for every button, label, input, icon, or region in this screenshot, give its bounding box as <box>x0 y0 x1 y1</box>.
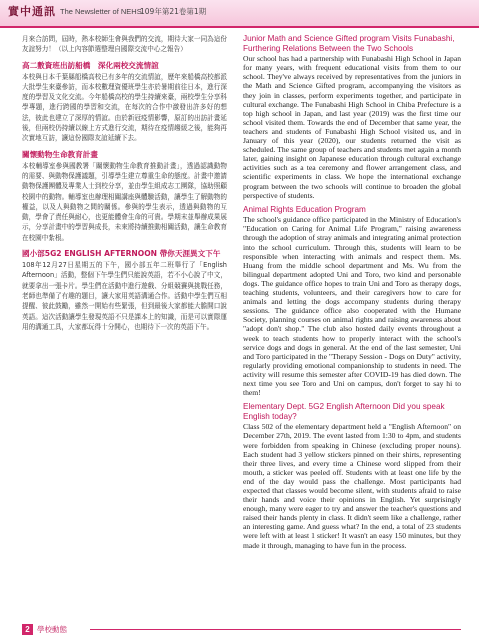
english-column <box>243 34 461 550</box>
article-body-funabashi-en: Our school has had a partnership with Funabashi High School in Japan for many years, with frequent educational visits from them to our school. They've always received by representatives from the juniors in the Math and Science Gifted program, accompanying the visitors as they join in classes, perform experiments together, and participate in cultural exchange. The Funabashi High School in Chiba Prefecture is a top high school in Japan, and last year (2019) was the first time our school visited them. Towards the end of December that same year, the teachers and students of Funabashi High School visited us, and in January of this year (2020), our students returned the visit as scheduled. The same group of teachers and students met again a month later, gaining insight on Japanese education through cultural exchange activities such as a tea ceremony and flower arrangement class, and scientific experiments in class. We hope the international exchange program between the two schools will continue to broaden the global perspective of students. <box>243 54 461 200</box>
article-body-animal-zh: 本校輔導室參與國教署「關懷動物生命教育推動計畫」，透過認識動物的需要、與動物保護議題，引導學生建立尊重生命的態度。計畫中邀請動物保護團體及專業人士到校分享，並由學生組成志工團隊，協助照顧校園中的動物。輔導室也辦理相關講座與體驗活動，讓學生了解動物的權益，以及人與動物之間的關係。參與的學生表示，透過與動物的互動，學會了責任與耐心，也更能體會生命的可貴。學期末並舉辦成果展示，分享計畫中的學習與成長，未來將持續推動相關活動，讓生命教育在校園中紮根。 <box>22 161 227 242</box>
article-heading-funabashi-en: Junior Math and Science Gifted program Visits Funabashi, Furthering Relations Between the Two Schools <box>243 34 455 53</box>
article-body-animal-en: The school's guidance office participated in the Ministry of Education's "Education on Caring for Animal Life Program," raising awareness through the adoption of stray animals and integrating animal protection into the school curriculum. Through this, students will learn to be responsible when interacting with animals and respect them. Ms. Huang from the middle school department and Ms. Wu from the bilingual department adopted Uni and Toro, two kind and personable dogs. The guidance office hopes to train Uni and Toro as therapy dogs, teaching students, volunteers, and their caregivers how to care for animals and letting the dogs accompany students during therapy sessions. The guidance office also cooperated with the Humane Society, planning courses on animal rights and raising awareness about "adopt don't shop." The club also hosted daily events throughout a week to teach students how to properly interact with the school's service dogs and dogs in general. At the end of the last semester, Uni and Toro participated in the "Therapy Session - Dogs on Duty" activity, regularly providing emotional companionship to students in need. The activity will resume this semester after COVID-19 has died down. The next time you see Toro and Uni on campus, don't forget to say hi to them! <box>243 215 461 398</box>
article-body-english-afternoon-en: Class 502 of the elementary department held a "English Afternoon" on December 27th, 2019. The event lasted from 1:30 to 4pm, and students were forbidden from speaking in Chinese (excluding proper nouns). Each student had 3 yellow stickers pinned on their shirts, representing their three lives, and every time a Chinese word slipped from their mouth, a sticker was peeled off. Students with at least one life by the end of the day would pass the challenge. Most participants had expected that classes would become silent, with students afraid to raise their hands and voice their opinions in English. Yet surprisingly enough, many were eager to try and answer the teacher's questions and raised their hands plenty in class. It didn't seem like a challenge, rather an interesting game. And guess what? In the end, a total of 23 students were left with at least 1 sticker! It wasn't an easy 150 minutes, but they made it through, managing to have fun in the process. <box>243 422 461 550</box>
page-number: 2 <box>22 624 33 635</box>
article-heading-english-afternoon-zh: 國小部5G2 ENGLISH AFTERNOON 帶你天涯異文下午 <box>22 249 221 259</box>
masthead <box>0 0 479 28</box>
article-heading-english-afternoon-en: Elementary Dept. 5G2 English Afternoon Did you speak English today? <box>243 402 445 421</box>
article-body-funabashi-zh: 本校與日本千葉縣船橋高校已有多年的交流情誼，歷年來船橋高校都派大批學生來臺參訪，而本校數理資優班學生亦於暑期前往日本，進行深度的學習及文化交流。今年船橋高校的學生持續來臺，兩校學生分享科學專題，進行跨國的學習和交流，在每次的合作中激發出許多好的想法，彼此也建立了深厚的情誼。由於新冠疫情影響，原訂的出訪計畫延後，但兩校仍持續以線上方式進行交流，期待在疫情趨緩之後，能夠再次實地互訪，讓這份國際友誼延續下去。 <box>22 72 227 143</box>
intro-paragraph: 月來合訪問，屆時，熱本校師生會與我們的交流，期待大家一同為這份友誼努力！（以上內容節選整理自國際交流中心之報告） <box>22 35 227 54</box>
article-body-english-afternoon-zh: 108年12月27日星期五的下午，國小部五年二班舉行了「English Afternoon」活動，整個下午學生們只能說英語，若不小心說了中文，就要拿出一張卡片。學生們在活動中進行遊戲、分組競賽與挑戰任務，老師也準備了有趣的題目，讓大家用英語溝通合作。活動中學生們互相提醒、彼此鼓勵，雖然一開始有些緊張，但到最後大家都能大膽開口說英語。這次活動讓學生發現英語不只是課本上的知識，而是可以實際運用的溝通工具，大家都玩得十分開心，也期待下一次的英語下午。 <box>22 261 227 331</box>
chinese-column <box>22 34 227 332</box>
article-heading-animal-en: Animal Rights Education Program <box>243 204 366 214</box>
newsletter-english-title: The Newsletter of NEHS <box>60 7 142 16</box>
page-footer <box>0 624 479 636</box>
section-label: 學校動態 <box>37 625 67 634</box>
newsletter-logo: 實中通訊 <box>8 5 56 18</box>
article-heading-funabashi-zh: 高二數資班出訪船橋 深化兩校交流情誼 <box>22 60 159 70</box>
article-heading-animal-zh: 關懷動物生命教育計畫 <box>22 149 98 159</box>
issue-number: 109年第21卷第1期 <box>140 7 207 16</box>
footer-divider <box>90 629 461 630</box>
